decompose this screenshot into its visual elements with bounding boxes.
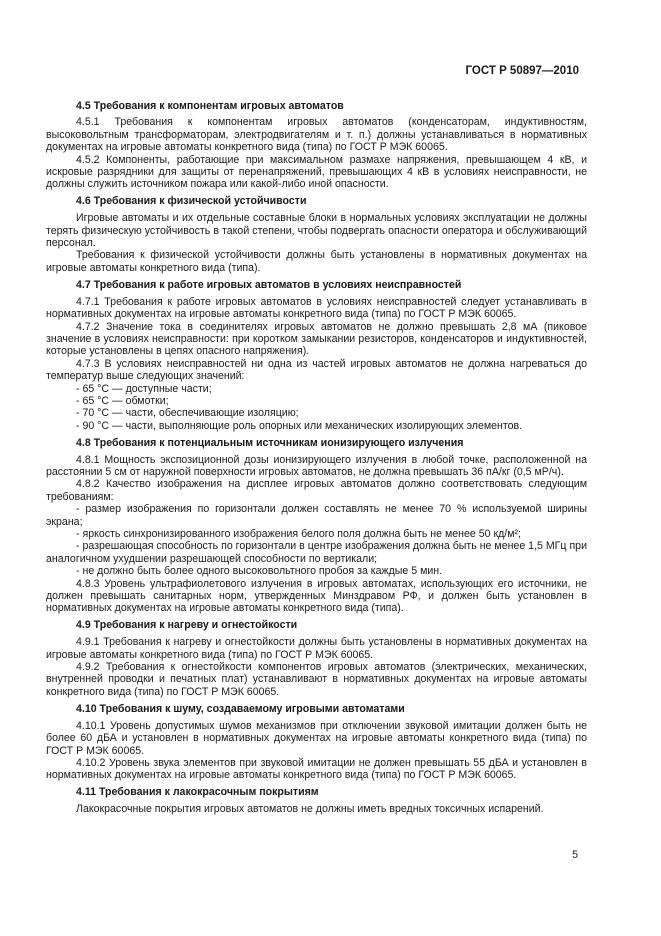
section-heading-4-9: 4.9 Требования к нагреву и огнестойкости [76,619,298,632]
list-item: - 70 °С — части, обеспечивающие изоляцию; [76,407,299,420]
page-number: 5 [572,849,578,861]
paragraph-4-5-2: 4.5.2 Компоненты, работающие при максимальном размахе напряжения, превышающем 4 кВ, и искровые разрядники для защиты от перенапряжений, превышающих 4 кВ в условиях неисправности, не должны служить источником пожара или какой-либо иной опасности. [46,153,587,191]
paragraph-4-10-2: 4.10.2 Уровень звука элементов при звуковой имитации не должен превышать 55 дБА и установлен в нормативных документах на игровые автоматы конкретного вида (типа) по ГОСТ Р МЭК 60065. [46,756,587,782]
list-item: - яркость синхронизированного изображения белого поля должна быть не менее 50 кд/м²; [76,528,521,540]
list-item: - 65 °С — доступные части; [76,382,212,395]
section-heading-4-11: 4.11 Требования к лакокрасочным покрытиям [76,786,319,799]
document-code-header: ГОСТ Р 50897—2010 [465,65,579,77]
section-heading-4-7: 4.7 Требования к работе игровых автоматов в условиях неисправностей [76,278,462,291]
paragraph-4-8-1: 4.8.1 Мощность экспозиционной дозы ионизирующего излучения в любой точке, расположенной на расстоянии 5 см от наружной поверхности игровых автоматов, не должна превышать 36 пА/кг (0,5 мР/ч). [46,453,587,478]
document-body [46,95,587,816]
section-heading-4-5: 4.5 Требования к компонентам игровых автоматов [76,99,344,112]
paragraph-4-10-1: 4.10.1 Уровень допустимых шумов механизмов при отключении звуковой имитации должен быть не более 60 дБА и установлен в нормативных документах на игровые автоматы конкретного вида (типа) по ГОСТ Р МЭК 60065. [46,719,587,757]
list-item: - 65 °С — обмотки; [76,394,169,407]
paragraph-4-7-3: 4.7.3 В условиях неисправностей ни одна из частей игровых автоматов не должна нагреваться до температур выше следующих значений: [46,357,587,383]
section-heading-4-6: 4.6 Требования к физической устойчивости [76,195,307,208]
paragraph-4-8-2: 4.8.2 Качество изображения на дисплее игровых автоматов должно соответствовать следующим требованиям: [46,478,587,503]
section-heading-4-8: 4.8 Требования к потенциальным источникам ионизирующего излучения [76,436,464,449]
paragraph-4-9-2: 4.9.2 Требования к огнестойкости компонентов игровых автоматов (электрических, механических, внутренней проводки и печатных плат) устанавливают в нормативных документах на игровые автоматы конкретного вида (типа) по ГОСТ Р МЭК 60065. [46,661,587,698]
paragraph-4-5-1: 4.5.1 Требования к компонентам игровых автоматов (конденсаторам, индуктивностям, высоковольтным трансформаторам, электродвигателям и т. п.) должны устанавливаться в нормативных документах на игровые автоматы конкретного вида (типа) по ГОСТ Р МЭК 60065. [46,116,587,154]
paragraph-4-11: Лакокрасочные покрытия игровых автоматов не должны иметь вредных токсичных испарений. [76,803,544,816]
paragraph-4-7-2: 4.7.2 Значение тока в соединителях игровых автоматов не должно превышать 2,8 мА (пиковое значение в условиях неисправности: при коротком замыкании резисторов, конденсаторов и индуктивностей, которые установлены в цепях опасного напряжения). [46,320,587,358]
paragraph-4-6-a: Игровые автоматы и их отдельные составные блоки в нормальных условиях эксплуатации не должны терять физическую устойчивость в такой степени, чтобы подвергать опасности оператора и обслуживающий персонал. [46,212,587,250]
paragraph-4-9-1: 4.9.1 Требования к нагреву и огнестойкости должны быть установлены в нормативных документах на игровые автоматы конкретного вида (типа) по ГОСТ Р МЭК 60065. [46,636,587,661]
list-item: - не должно быть более одного высоковольтного пробоя за каждые 5 мин. [76,565,443,578]
paragraph-4-8-3: 4.8.3 Уровень ультрафиолетового излучения в игровых автоматах, использующих его источники, не должен превышать санитарных норм, утвержденных Минздравом РФ, и должен быть установлен в нормативных документах на игровые автоматы конкретного вида (типа). [46,577,587,615]
paragraph-4-7-1: 4.7.1 Требования к работе игровых автоматов в условиях неисправностей следует устанавливать в нормативных документах на игровые автоматы конкретного вида (типа) по ГОСТ Р МЭК 60065. [46,295,587,321]
list-item: - 90 °С — части, выполняющие роль опорных или механических изолирующих элементов. [76,419,523,432]
section-heading-4-10: 4.10 Требования к шуму, создаваемому игровыми автоматами [76,702,405,715]
list-item: - размер изображения по горизонтали должен составлять не менее 70 % используемой ширины экрана; [46,503,587,528]
paragraph-4-6-b: Требования к физической устойчивости должны быть установлены в нормативных документах на игровые автоматы конкретного вида (типа). [46,249,587,274]
list-item: - разрешающая способность по горизонтали в центре изображения должна быть не менее 1,5 МГц при аналогичном ухудшении разрешающей способности по вертикали; [46,540,587,565]
